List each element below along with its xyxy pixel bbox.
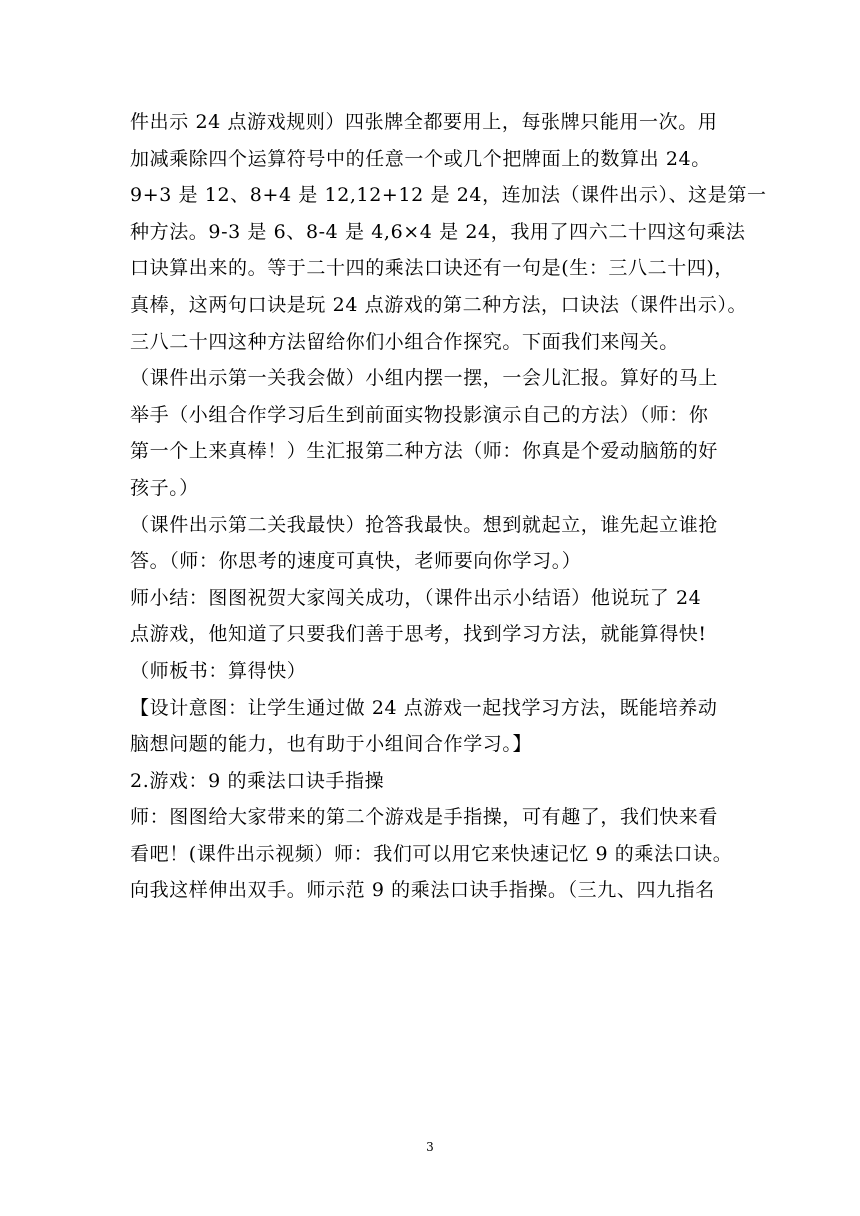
text-line: 第一个上来真棒！）生汇报第二种方法（师：你真是个爱动脑筋的好 bbox=[130, 440, 719, 463]
page-number: 3 bbox=[426, 1140, 434, 1154]
text-line: （课件出示第二关我最快）抢答我最快。想到就起立，谁先起立谁抢 bbox=[130, 513, 719, 536]
text-line: 【设计意图：让学生通过做 24 点游戏一起找学习方法，既能培养动 bbox=[130, 696, 718, 719]
text-line: 脑想问题的能力，也有助于小组间合作学习。】 bbox=[130, 733, 533, 756]
text-line: 真棒，这两句口诀是玩 24 点游戏的第二种方法，口诀法（课件出示）。 bbox=[130, 293, 748, 316]
document-body bbox=[130, 104, 767, 909]
text-line: 答。（师：你思考的速度可真快，老师要向你学习。） bbox=[130, 550, 582, 573]
text-line: 师：图图给大家带来的第二个游戏是手指操，可有趣了，我们快来看 bbox=[130, 806, 719, 829]
text-line: 看吧！(课件出示视频）师：我们可以用它来快速记忆 9 的乘法口诀。 bbox=[130, 842, 733, 865]
text-line: （师板书：算得快） bbox=[130, 659, 307, 682]
text-line: 三八二十四这种方法留给你们小组合作探究。下面我们来闯关。 bbox=[130, 330, 679, 353]
text-line: 加减乘除四个运算符号中的任意一个或几个把牌面上的数算出 24。 bbox=[130, 147, 711, 170]
text-line: 种方法。9-3 是 6、8-4 是 4,6×4 是 24，我用了四六二十四这句乘法 bbox=[130, 220, 746, 243]
text-line: （课件出示第一关我会做）小组内摆一摆，一会儿汇报。算好的马上 bbox=[130, 367, 719, 390]
text-line: 举手（小组合作学习后生到前面实物投影演示自己的方法）（师：你 bbox=[130, 403, 709, 426]
text-line: 向我这样伸出双手。师示范 9 的乘法口诀手指操。（三九、四九指名 bbox=[130, 879, 715, 902]
text-line: 口诀算出来的。等于二十四的乘法口诀还有一句是(生：三八二十四)， bbox=[130, 257, 735, 280]
text-line: 件出示 24 点游戏规则）四张牌全都要用上，每张牌只能用一次。用 bbox=[130, 111, 718, 133]
text-line: 点游戏，他知道了只要我们善于思考，找到学习方法，就能算得快! bbox=[130, 623, 707, 646]
text-line: 孩子。） bbox=[130, 476, 199, 499]
text-line: 师小结：图图祝贺大家闯关成功，（课件出示小结语）他说玩了 24 bbox=[130, 586, 702, 609]
text-line: 9+3 是 12、8+4 是 12,12+12 是 24，连加法（课件出示）、这是第一 bbox=[130, 184, 767, 207]
section-heading: 2.游戏：9 的乘法口诀手指操 bbox=[130, 769, 385, 792]
